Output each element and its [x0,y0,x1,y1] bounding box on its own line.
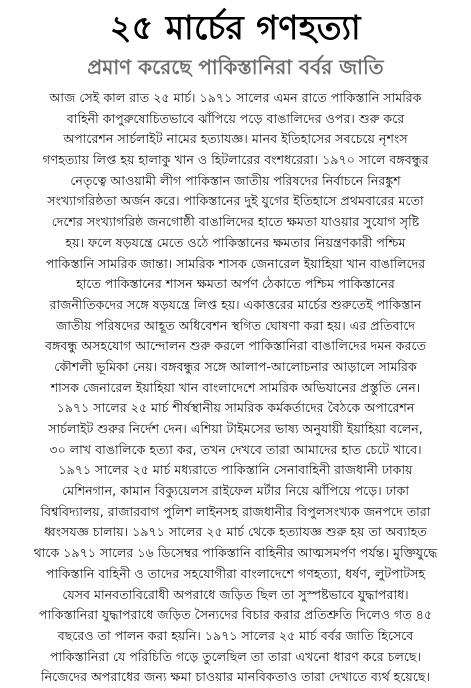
article-line: হয়। ফলে ষড়যন্ত্রে মেতে ওঠে পাকিস্তানের ক্ষমতার নিয়ন্ত্রণকারী পশ্চিম [65,234,406,250]
article-line: জাতীয় পরিষদের আহূত অধিবেশন স্থগিত ঘোষণা করা হয়। এর প্রতিবাদে [55,317,416,333]
article-line: দেশের সংখ্যাগরিষ্ঠ জনগোষ্ঠী বাঙালিদের হাতে ক্ষমতা যাওয়ার সুযোগ সৃষ্টি [51,214,420,230]
article-line: নেতৃত্বে আওয়ামী লীগ পাকিস্তান জাতীয় পরিষদের নির্বাচনে নিরঙ্কুশ [70,172,401,188]
article-line: থাকে ১৯৭১ সালের ১৬ ডিসেম্বর পাকিস্তানি বাহিনীর আত্মসমর্পণ পর্যন্ত। মুক্তিযুদ্ধে [33,545,438,561]
article-line: ১৯৭১ সালের ২৫ মার্চ শীর্ষস্থানীয় সামরিক কর্মকর্তাদের বৈঠকে অপারেশন [56,400,415,416]
article-line: শাসক জেনারেল ইয়াহিয়া খান বাংলাদেশে সামরিক অভিযানের প্রস্তুতি নেন। [50,379,421,395]
article-line: পাকিস্তানিরা যুদ্ধাপরাধে জড়িত সৈন্যদের বিচার করার প্রতিশ্রুতি দিলেও গত ৪৫ [38,607,433,623]
article-line: ধ্বংসযজ্ঞ চালায়। ১৯৭১ সালের ২৫ মার্চ থেকে হত্যাযজ্ঞ শুরু হয় তা অব্যাহত [44,524,427,540]
article-line: নিজেদের অপরাধের জন্য ক্ষমা চাওয়ার মানবিকতাও তারা দেখাতে ব্যর্থ হয়েছে। [40,669,431,685]
article-line: পাকিস্তানি বাহিনী ও তাদের সহযোগীরা বাংলাদেশে গণহত্যা, ধর্ষণ, লুটপাটসহ [45,565,426,581]
article-line: হাতে পাকিস্তানের শাসন ক্ষমতা অর্পণ ঠেকাতে পশ্চিম পাকিস্তানের [76,276,395,292]
article-line: পাকিস্তানি সামরিক জান্তা। সামরিক শাসক জেনারেল ইয়াহিয়া খান বাঙালিদের [45,255,426,271]
article-line: রাজনীতিকদের সঙ্গে ষড়যন্ত্রে লিপ্ত হয়। একাত্তরের মার্চের শুরুতেই পাকিস্তান [49,296,422,312]
article-line: সার্চলাইট শুরুর নির্দেশ দেন। এশিয়া টাইমসের ভাষ্য অনুযায়ী ইয়াহিয়া বলেন, [48,421,423,436]
article-line: যেসব মানবতাবিরোধী অপরাধে জড়িত ছিল তা সুস্পষ্টভাবে যুদ্ধাপরাধ। [62,586,409,602]
subheadline: প্রমাণ করেছে পাকিস্তানিরা বর্বর জাতি [87,55,384,79]
article-line: ১৯৭১ সালের ২৫ মার্চ মধ্যরাতে পাকিস্তানি সেনাবাহিনী রাজধানী ঢাকায় [58,462,413,478]
article-line: মেশিনগান, কামান বিক্যুয়েলস রাইফেল মর্টার নিয়ে ঝাঁপিয়ে পড়ে। ঢাকা [62,483,409,499]
article-line: বঙ্গবন্ধু অসহযোগ আন্দোলন শুরু করলে পাকিস্তানিরা বাঙালিদের দমন করতে [44,338,427,354]
article-line: বাহিনী কাপুরুষোচিতভাবে ঝাঁপিয়ে পড়ে বাঙালিদের ওপর। শুরু করে [66,110,405,126]
article-line: সংখ্যাগরিষ্ঠতা অর্জন করে। পাকিস্তানের দুই যুগের ইতিহাসে প্রথমবারের মতো [47,193,424,209]
article-line: বছরেও তা পালন করা হয়নি। ১৯৭১ সালের ২৫ মার্চ বর্বর জাতি হিসেবে [57,627,414,643]
article-line: বিশ্ববিদ্যালয়, রাজারবাগ পুলিশ লাইনসহ রাজধানীর বিপুলসংখ্যক জনপদে তারা [40,503,431,519]
article-line: ৩০ লাখ বাঙালিকে হত্যা কর, তখন দেখবে তারা আমাদের হাত চেটে খাবে। [49,441,422,457]
article-line: আজ সেই কাল রাত ২৫ মার্চ। ১৯৭১ সালের এমন রাতে পাকিস্তানি সামরিক [49,90,422,105]
article-line: পাকিস্তানিরা যে পরিচিতি গড়ে তুলেছিল তা তারা এখনো ধারণ করে চলছে। [49,648,422,664]
headline: ২৫ মার্চের গণহত্যা [109,8,362,47]
article-body [10,88,461,688]
article-line: অপারেশন সার্চলাইট নামের হত্যাযজ্ঞ। মানব ইতিহাসের সবচেয়ে নৃশংস [63,131,408,147]
article-line: গণহত্যায় লিপ্ত হয় হালাকু খান ও হিটলারের বংশধরেরা। ১৯৭০ সালে বঙ্গবন্ধুর [42,152,429,168]
article-line: কৌশলী ভূমিকা নেয়। বঙ্গবন্ধুর সঙ্গে আলাপ-আলোচনার আড়ালে সামরিক [54,358,417,374]
